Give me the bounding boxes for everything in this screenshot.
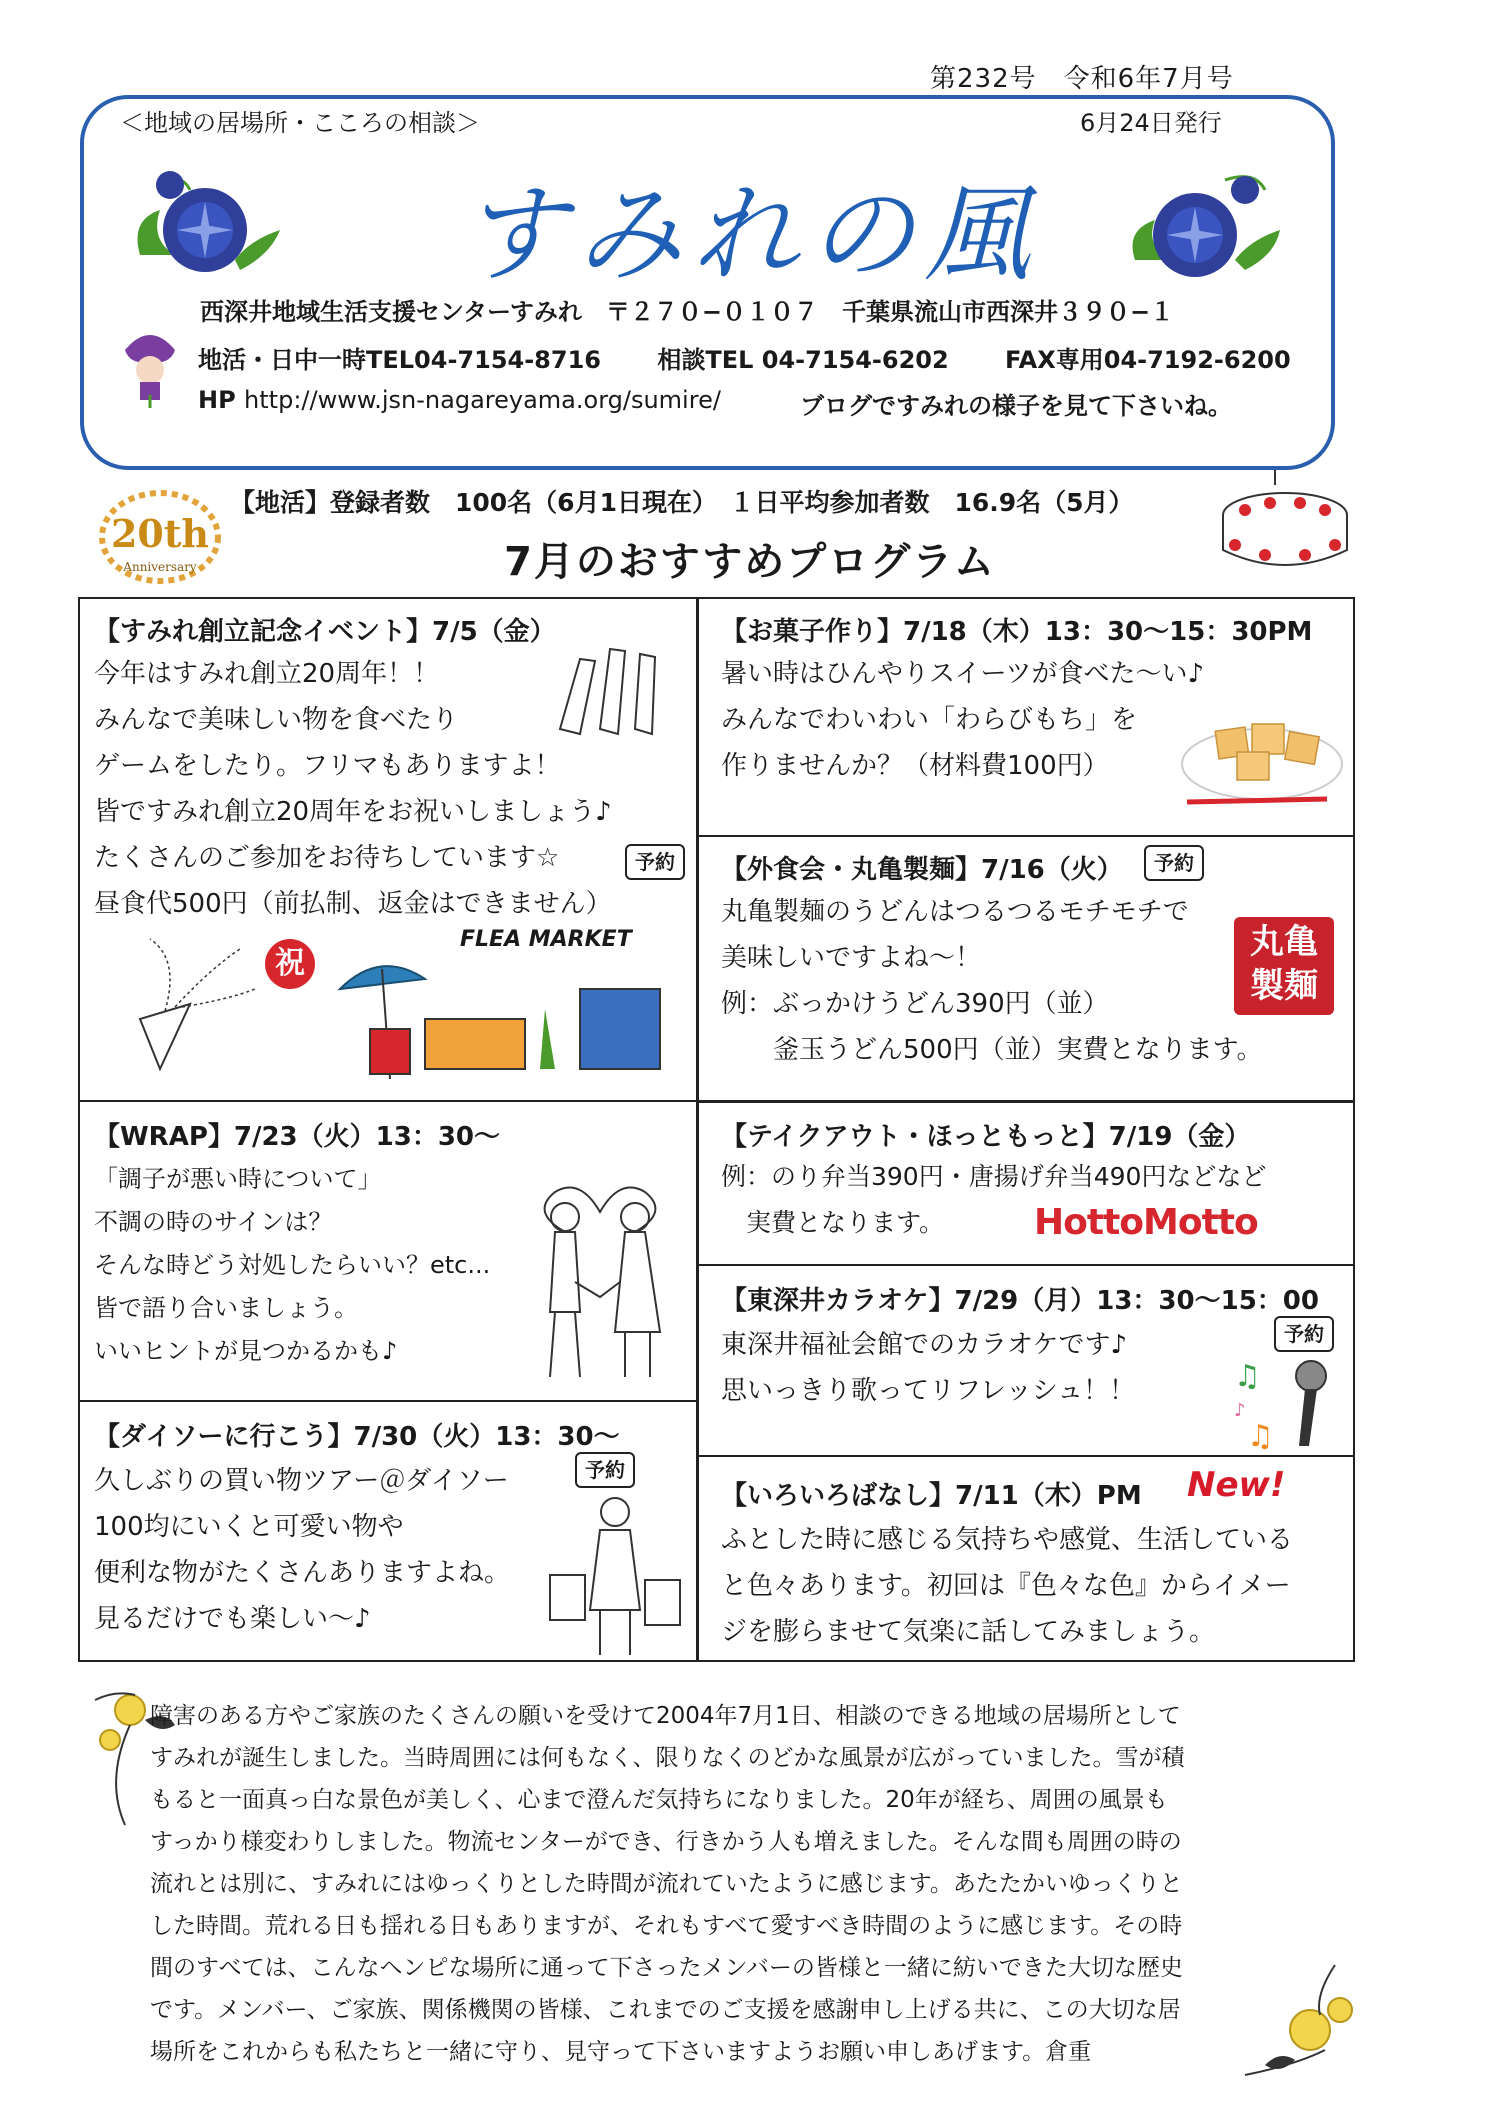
wrap-line-2: 不調の時のサインは？: [94, 1208, 333, 1236]
sweets-line-3: 作りませんか？（材料費100円）: [721, 751, 1109, 781]
daiso-line-4: 見るだけでも楽しい〜♪: [94, 1604, 371, 1634]
program-event-box: [78, 597, 698, 1102]
wrap-line-3: そんな時どう対処したらいい？etc...: [94, 1251, 491, 1279]
story-line-3: もると一面真っ白な景色が美しく、心まで澄んだ気持ちになりました。20年が経ち、周囲の風景も: [150, 1787, 1168, 1813]
program-marugame-box: [697, 835, 1355, 1103]
microphone-music-icon: [1229, 1351, 1344, 1451]
svg-text:♫: ♫: [1247, 1419, 1274, 1451]
tel-chikatsu: 地活・日中一時TEL04-7154-8716: [198, 346, 601, 374]
flea-market-label: FLEA MARKET: [460, 927, 632, 952]
warabimochi-icon: [1177, 684, 1347, 814]
morning-glory-right-icon: [1115, 160, 1285, 290]
program-karaoke-title: 【東深井カラオケ】7/29（月）13：30〜15：00: [721, 1286, 1319, 1316]
registration-stats: 【地活】登録者数 100名（6月1日現在） １日平均参加者数 16.9名（5月）: [230, 488, 1134, 517]
wrap-line-4: 皆で語り合いましょう。: [94, 1294, 358, 1322]
program-daiso-title: 【ダイソーに行こう】7/30（火）13：30〜: [94, 1422, 620, 1452]
new-label: New!: [1187, 1465, 1286, 1505]
wrap-line-1: 「調子が悪い時について」: [94, 1165, 382, 1193]
event-line-3: ゲームをしたり。フリマもありますよ！: [94, 751, 561, 781]
newsletter-title: すみれの風: [460, 173, 1040, 296]
karaoke-line-2: 思いっきり歌ってリフレッシュ！！: [721, 1376, 1136, 1406]
event-line-6: 昼食代500円（前払制、返金はできません）: [94, 889, 612, 919]
hp-url[interactable]: http://www.jsn-nagareyama.org/sumire/: [244, 386, 721, 414]
marugame-logo: [1234, 917, 1334, 1015]
program-heading: 7月のおすすめプログラム: [504, 539, 996, 585]
takeout-line-2: 実費となります。: [721, 1208, 945, 1237]
daiso-line-2: 100均にいくと可愛い物や: [94, 1512, 404, 1542]
karaoke-line-1: 東深井福祉会館でのカラオケです♪: [721, 1330, 1128, 1360]
marugame-reservation-badge: 予約: [1144, 845, 1204, 881]
badge-anniversary-text: Anniversary: [123, 560, 197, 574]
program-sweets-box: [697, 597, 1355, 837]
violet-mascot-icon: [115, 320, 185, 410]
program-wrap-title: 【WRAP】7/23（火）13：30〜: [94, 1122, 501, 1152]
takeout-line-1: 例：のり弁当390円・唐揚げ弁当490円などなど: [721, 1162, 1267, 1191]
story-line-1: 障害のある方やご家族のたくさんの願いを受けて2004年7月1日、相談のできる地域の居場所として: [150, 1703, 1181, 1729]
event-line-5: たくさんのご参加をお待ちしています☆: [94, 843, 560, 873]
daiso-line-1: 久しぶりの買い物ツアー＠ダイソー: [94, 1466, 509, 1496]
iroiro-line-1: ふとした時に感じる気持ちや感覚、生活している: [721, 1525, 1294, 1555]
iroiro-line-3: ジを膨らませて気楽に話してみましょう。: [721, 1617, 1216, 1647]
anniversary-message: [150, 1695, 1300, 2073]
event-line-1: 今年はすみれ創立20周年！！: [94, 659, 440, 689]
story-line-5: 流れとは別に、すみれにはゆっくりとした時間が流れていたように感じます。あたたかいゆっくりと: [150, 1871, 1183, 1897]
shopping-woman-icon: [540, 1490, 690, 1660]
marugame-line-2: 美味しいですよね〜！: [721, 943, 982, 973]
floral-ornament-right-icon: [1235, 1955, 1365, 2095]
program-iroiro-title: 【いろいろばなし】7/11（木）PM: [721, 1481, 1142, 1511]
program-event-title: 【すみれ創立記念イベント】7/5（金）: [94, 617, 556, 647]
story-line-9: 場所をこれからも私たちと一緒に守り、見守って下さいますようお願い申しあげます。倉重: [150, 2039, 1092, 2065]
iwai-stamp: 祝: [265, 939, 315, 989]
program-takeout-box: [697, 1100, 1355, 1266]
wrap-line-5: いいヒントが見つかるかも♪: [94, 1337, 398, 1365]
fax-number: FAX専用04-7192-6200: [1005, 346, 1291, 374]
event-line-2: みんなで美味しい物を食べたり: [94, 705, 459, 735]
event-reservation-badge: 予約: [625, 844, 685, 880]
issue-number: 第232号 令和6年7月号: [930, 64, 1234, 94]
story-line-8: です。メンバー、ご家族、関係機関の皆様、これまでのご支援を感謝申し上げる共に、この大切な居: [150, 1997, 1181, 2023]
morning-glory-left-icon: [120, 160, 290, 290]
marugame-logo-line-2: 製麺: [1250, 966, 1318, 1006]
publication-date: 6月24日発行: [1080, 109, 1222, 137]
program-daiso-box: [78, 1400, 698, 1662]
story-line-6: した時間。荒れる日も揺れる日もありますが、それもすべて愛すべき時間のように感じます。その時: [150, 1913, 1183, 1939]
tel-soudan: 相談TEL 04-7154-6202: [657, 346, 949, 374]
program-sweets-title: 【お菓子作り】7/18（木）13：30〜15：30PM: [721, 617, 1313, 647]
program-karaoke-box: [697, 1264, 1355, 1457]
story-line-7: 間のすべては、こんなヘンピな場所に通って下さったメンバーの皆様と一緒に紡いできた大切な歴史: [150, 1955, 1183, 1981]
marugame-line-3: 例：ぶっかけうどん390円（並）: [721, 989, 1109, 1019]
party-popper-icon: [120, 929, 260, 1079]
sweets-line-2: みんなでわいわい「わらびもち」を: [721, 705, 1138, 735]
svg-text:♪: ♪: [1234, 1400, 1246, 1421]
event-line-4: 皆ですみれ創立20周年をお祝いしましょう♪: [94, 797, 612, 827]
homepage-line: [198, 386, 721, 414]
hottomotto-logo: HottoMotto: [1034, 1202, 1258, 1243]
sweets-line-1: 暑い時はひんやりスイーツが食べた〜い♪: [721, 659, 1205, 689]
heart-pose-couple-icon: [510, 1172, 690, 1392]
program-marugame-title: 【外食会・丸亀製麺】7/16（火）: [721, 855, 1123, 885]
daiso-reservation-badge: 予約: [575, 1452, 635, 1488]
story-line-2: すみれが誕生しました。当時周囲には何もなく、限りなくのどかな風景が広がっていました。雪が積: [150, 1745, 1185, 1771]
birthday-cake-icon: [1215, 470, 1355, 585]
daiso-line-3: 便利な物がたくさんありますよね。: [94, 1558, 511, 1588]
hp-label: HP: [198, 386, 236, 414]
phone-line: [198, 340, 1291, 375]
marugame-line-1: 丸亀製麺のうどんはつるつるモチモチで: [721, 897, 1189, 927]
flea-market-icon: [330, 949, 680, 1084]
svg-text:♫: ♫: [1234, 1359, 1261, 1394]
marugame-line-4: 釜玉うどん500円（並）実費となります。: [721, 1035, 1263, 1065]
story-line-4: すっかり様変わりしました。物流センターができ、行きかう人も増えました。そんな間も周囲の時の: [150, 1829, 1182, 1855]
iroiro-line-2: と色々あります。初回は『色々な色』からイメー: [721, 1571, 1291, 1601]
badge-20-text: 20th: [110, 511, 210, 556]
karaoke-reservation-badge: 予約: [1274, 1316, 1334, 1352]
program-wrap-box: [78, 1100, 698, 1402]
program-takeout-title: 【テイクアウト・ほっともっと】7/19（金）: [721, 1122, 1251, 1152]
header-subtitle: ＜地域の居場所・こころの相談＞: [120, 109, 480, 137]
program-iroiro-box: [697, 1455, 1355, 1662]
organization-address: 西深井地域生活支援センターすみれ 〒２７０−０１０７ 千葉県流山市西深井３９０−１: [200, 298, 1175, 326]
marugame-logo-line-1: 丸亀: [1250, 922, 1318, 962]
blog-note: ブログですみれの様子を見て下さいね。: [800, 392, 1232, 420]
cheers-bottles-icon: [540, 629, 690, 739]
